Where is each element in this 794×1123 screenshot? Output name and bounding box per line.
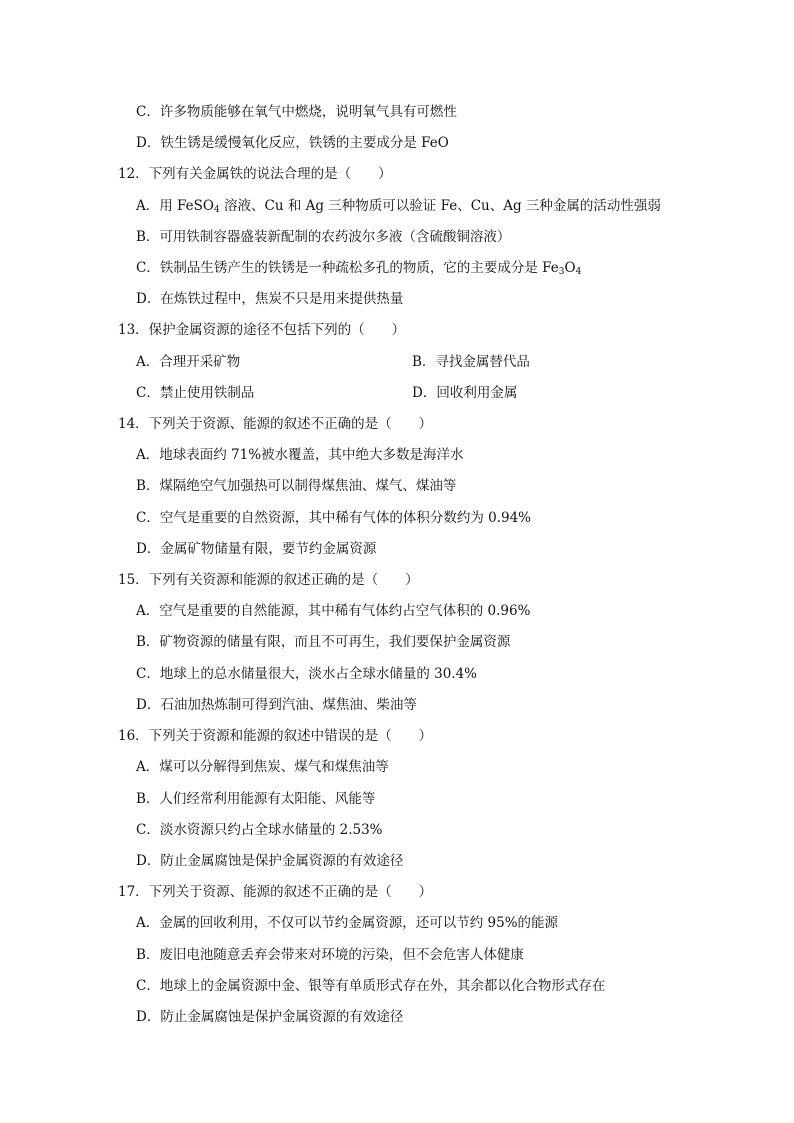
q14-option-a: A．地球表面约 71%被水覆盖，其中绝大多数是海洋水 [136,447,464,463]
q13-option-d: D．回收利用金属 [412,385,518,401]
q12-option-c-sub2: 4 [575,267,582,277]
question-14-stem: 14．下列关于资源、能源的叙述不正确的是（ ） [118,416,433,432]
q17-option-d: D．防止金属腐蚀是保护金属资源的有效途径 [136,1009,404,1025]
q12-option-a-pre: A．用 FeSO [136,198,214,214]
question-13-stem: 13．保护金属资源的途径不包括下列的（ ） [118,322,406,338]
q16-option-c: C．淡水资源只约占全球水储量的 2.53% [136,822,383,838]
q12-option-a [136,196,661,216]
q17-option-b: B．废旧电池随意丢弃会带来对环境的污染，但不会危害人体健康 [136,947,524,963]
q16-option-b: B．人们经常利用能源有太阳能、风能等 [136,791,376,807]
q11-option-c: C．许多物质能够在氧气中燃烧，说明氧气具有可燃性 [136,104,457,120]
q14-option-d: D．金属矿物储量有限，要节约金属资源 [136,541,377,557]
q14-option-b: B．煤隔绝空气加强热可以制得煤焦油、煤气、煤油等 [136,478,457,494]
q16-option-d: D．防止金属腐蚀是保护金属资源的有效途径 [136,853,404,869]
q13-option-a: A．合理开采矿物 [136,354,241,370]
question-16-stem: 16．下列关于资源和能源的叙述中错误的是（ ） [118,728,433,744]
q12-option-c-pre: C．铁制品生锈产生的铁锈是一种疏松多孔的物质，它的主要成分是 Fe [136,260,559,276]
q12-option-a-post: 溶液、Cu 和 Ag 三种物质可以验证 Fe、Cu、Ag 三种金属的活动性强弱 [219,198,661,214]
q14-option-c: C．空气是重要的自然资源，其中稀有气体的体积分数约为 0.94% [136,510,532,526]
question-17-stem: 17．下列关于资源、能源的叙述不正确的是（ ） [118,884,433,900]
q12-option-d: D．在炼铁过程中，焦炭不只是用来提供热量 [136,291,404,307]
q11-option-d: D．铁生锈是缓慢氧化反应，铁锈的主要成分是 FeO [136,135,449,151]
q12-option-c [136,258,581,278]
q15-option-c: C．地球上的总水储量很大，淡水占全球水储量的 30.4% [136,666,478,682]
question-12-stem: 12．下列有关金属铁的说法合理的是（ ） [118,166,392,182]
q17-option-c: C．地球上的金属资源中金、银等有单质形式存在外，其余都以化合物形式存在 [136,978,606,994]
q17-option-a: A．金属的回收利用，不仅可以节约金属资源，还可以节约 95%的能源 [136,915,559,931]
q12-option-a-sub: 4 [213,205,220,215]
q12-option-c-mid: O [564,260,576,276]
q13-option-c: C．禁止使用铁制品 [136,385,255,401]
q13-option-b: B．寻找金属替代品 [412,354,530,370]
q15-option-d: D．石油加热炼制可得到汽油、煤焦油、柴油等 [136,697,417,713]
question-15-stem: 15．下列有关资源和能源的叙述正确的是（ ） [118,572,419,588]
q15-option-b: B．矿物资源的储量有限，而且不可再生，我们要保护金属资源 [136,634,511,650]
q16-option-a: A．煤可以分解得到焦炭、煤气和煤焦油等 [136,759,389,775]
q12-option-b: B．可用铁制容器盛装新配制的农药波尔多液（含硫酸铜溶液） [136,229,511,245]
q12-option-c-sub1: 3 [558,267,565,277]
q15-option-a: A．空气是重要的自然能源，其中稀有气体约占空气体积的 0.96% [136,603,531,619]
